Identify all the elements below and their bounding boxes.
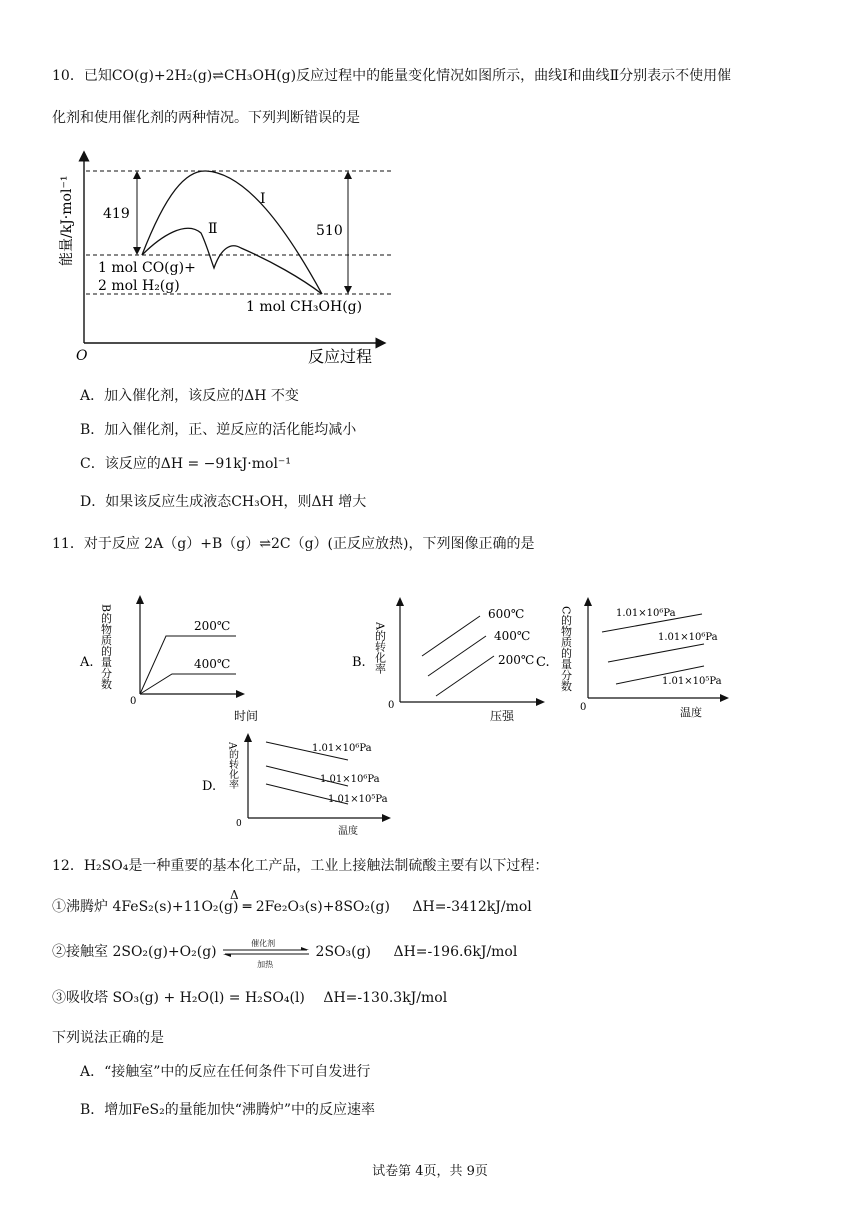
q12-step2-arrow bbox=[221, 939, 311, 969]
q11-a-c1: 200℃ bbox=[194, 619, 231, 633]
q11-d-p1: 1.01×10⁶Pa bbox=[312, 743, 372, 754]
q10-curve-2-label: Ⅱ bbox=[208, 221, 218, 237]
q11-d-origin: 0 bbox=[236, 819, 242, 829]
q10-option-a: A．加入催化剂，该反应的ΔH 不变 bbox=[80, 388, 299, 404]
q11-d-label: D. bbox=[202, 779, 217, 794]
q11-b-xlabel: 压强 bbox=[490, 709, 515, 723]
q10-curve-1-label: Ⅰ bbox=[260, 191, 266, 207]
q11-a-xlabel: 时间 bbox=[234, 709, 259, 723]
q10-stem-line1 bbox=[52, 66, 731, 86]
q10-product-label: 1 mol CH₃OH(g) bbox=[246, 299, 363, 315]
q11-b-label: B. bbox=[352, 655, 366, 670]
q11-c-p2: 1.01×10⁶Pa bbox=[658, 632, 718, 643]
q12-step2-catalyst: 催化剂 bbox=[251, 939, 276, 948]
q11-d-p3: 1.01×10⁵Pa bbox=[328, 794, 388, 805]
q11-b-c2: 400℃ bbox=[494, 629, 531, 643]
q11-a-c2: 400℃ bbox=[194, 657, 231, 671]
q11-c-label: C. bbox=[536, 655, 550, 670]
q11-graph-d bbox=[200, 730, 400, 838]
q10-stem-text: 反应过程中的能量变化情况如图所示，曲线Ⅰ和曲线Ⅱ分别表示不使用催 bbox=[296, 68, 732, 84]
q12-step1-dh: ΔH=-3412kJ/mol bbox=[412, 899, 532, 915]
q12-step2-heat: 加热 bbox=[257, 960, 274, 969]
q12-step3-equation: ③吸收塔 SO₃(g) + H₂O(l) = H₂SO₄(l) bbox=[52, 990, 305, 1006]
q10-xlabel: 反应过程 bbox=[308, 347, 373, 366]
q12-step3 bbox=[52, 988, 447, 1008]
q12-step2-products: 2SO₃(g) bbox=[315, 944, 372, 960]
q11-b-line-200 bbox=[436, 656, 494, 696]
q10-stem-line2: 化剂和使用催化剂的两种情况。下列判断错误的是 bbox=[52, 110, 360, 126]
q11-c-origin: 0 bbox=[580, 702, 587, 713]
q11-a-origin: 0 bbox=[130, 696, 137, 707]
q10-reactant-line2: 2 mol H₂(g) bbox=[98, 278, 180, 294]
q11-b-ylabel: A的转化率 bbox=[373, 622, 387, 674]
q12-option-b: B．增加FeS₂的量能加快“沸腾炉”中的反应速率 bbox=[80, 1102, 376, 1118]
q11-b-line-400 bbox=[428, 636, 486, 676]
q12-step3-dh: ΔH=-130.3kJ/mol bbox=[323, 990, 448, 1006]
q11-b-c1: 600℃ bbox=[488, 607, 525, 621]
q11-a-label: A. bbox=[80, 655, 94, 670]
q11-graph-c bbox=[536, 592, 736, 724]
q10-option-b: B．加入催化剂，正、逆反应的活化能均减小 bbox=[80, 422, 357, 438]
q10-ylabel: 能量/kJ·mol⁻¹ bbox=[59, 175, 75, 266]
q11-d-ylabel: A的转化率 bbox=[226, 742, 238, 790]
q11-graph-b bbox=[350, 592, 550, 724]
q11-c-xlabel: 温度 bbox=[680, 706, 702, 719]
q10-equation: CO(g)+2H₂(g)⇌CH₃OH(g) bbox=[111, 68, 297, 84]
q12-prompt: 下列说法正确的是 bbox=[52, 1030, 164, 1046]
q12-stem: 12．H₂SO₄是一种重要的基本化工产品，工业上接触法制硫酸主要有以下过程： bbox=[52, 858, 549, 874]
q12-step1 bbox=[52, 888, 532, 917]
q11-c-p3: 1.01×10⁵Pa bbox=[662, 676, 722, 687]
q12-option-a: A．“接触室”中的反应在任何条件下可自发进行 bbox=[80, 1064, 371, 1080]
q11-a-ylabel: B的物质的量分数 bbox=[99, 604, 113, 690]
q10-origin: O bbox=[76, 348, 88, 364]
q11-a-curve-400 bbox=[140, 674, 236, 694]
q11-b-c3: 200℃ bbox=[498, 653, 535, 667]
q11-c-ylabel: C的物质的量分数 bbox=[559, 606, 573, 692]
q12-step2-dh: ΔH=-196.6kJ/mol bbox=[393, 944, 518, 960]
q11-graph-a bbox=[76, 592, 259, 724]
q10-label-510: 510 bbox=[316, 223, 343, 239]
q10-option-c: C．该反应的ΔH = −91kJ·mol⁻¹ bbox=[80, 456, 291, 472]
q11-d-xlabel: 温度 bbox=[338, 826, 358, 837]
q12-step2-reactants: ②接触室 2SO₂(g)+O₂(g) bbox=[52, 944, 217, 960]
page-footer: 试卷第 4页，共 9页 bbox=[372, 1164, 488, 1179]
q10-option-d: D．如果该反应生成液态CH₃OH，则ΔH 增大 bbox=[80, 494, 367, 510]
q11-b-origin: 0 bbox=[388, 700, 395, 711]
q11-c-p1: 1.01×10⁶Pa bbox=[616, 608, 676, 619]
q11-b-line-600 bbox=[422, 616, 480, 656]
q10-reactant-line1: 1 mol CO(g)+ bbox=[98, 260, 196, 276]
q10-energy-diagram bbox=[56, 148, 396, 370]
q12-step1-condition: Δ bbox=[230, 888, 239, 902]
q11-stem: 11．对于反应 2A（g）+B（g）⇌2C（g）(正反应放热)，下列图像正确的是 bbox=[52, 536, 535, 552]
q11-d-p2: 1.01×10⁶Pa bbox=[320, 774, 380, 785]
q10-stem-prefix: 10．已知 bbox=[52, 68, 112, 84]
q11-c-line-2 bbox=[608, 644, 704, 662]
q10-label-419: 419 bbox=[103, 206, 130, 222]
q12-step1-equation: ①沸腾炉 4FeS₂(s)+11O₂(g) ═ 2Fe₂O₃(s)+8SO₂(g) bbox=[52, 899, 390, 915]
q12-step2 bbox=[52, 939, 518, 969]
